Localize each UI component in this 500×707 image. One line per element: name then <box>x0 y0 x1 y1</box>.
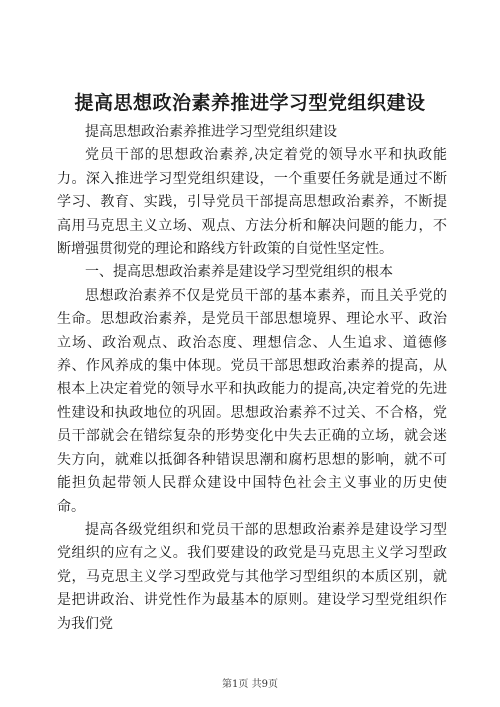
document-body <box>57 121 447 636</box>
body-paragraph: 提高各级党组织和党员干部的思想政治素养是建设学习型党组织的应有之义。我们要建设的政党是马克思主义学习型政党，马克思主义学习型政党与其他学习型组织的本质区别，就是把讲政治、讲党性作为最基本的原则。建设学习型党组织作为我们党 <box>57 521 447 632</box>
section-heading: 一、提高思想政治素养是建设学习型党组织的根本 <box>85 264 393 281</box>
body-paragraph: 党员干部的思想政治素养,决定着党的领导水平和执政能力。深入推进学习型党组织建设，一个重要任务就是通过不断学习、教育、实践，引导党员干部提高思想政治素养，不断提高用马克思主义立场、观点、方法分析和解决问题的能力，不断增强贯彻党的理论和路线方针政策的自觉性坚定性。 <box>57 147 447 258</box>
document-title: 提高思想政治素养推进学习型党组织建设 <box>74 92 426 114</box>
subtitle-paragraph: 提高思想政治素养推进学习型党组织建设 <box>85 124 337 140</box>
body-paragraph: 思想政治素养不仅是党员干部的基本素养，而且关乎党的生命。思想政治素养，是党员干部思想境界、理论水平、政治立场、政治观点、政治态度、理想信念、人生追求、道德修养、作风养成的集中体现。党员干部思想政治素养的提高，从根本上决定着党的领导水平和执政能力的提高,决定着党的先进性建设和执政地位的巩固。思想政治素养不过关、不合格，党员干部就会在错综复杂的形势变化中失去正确的立场，就会迷失方向，就难以抵御各种错误思潮和腐朽思想的影响，就不可能担负起带领人民群众建设中国特色社会主义事业的历史使命。 <box>57 287 447 515</box>
page-footer: 第1页 共9页 <box>222 679 278 690</box>
